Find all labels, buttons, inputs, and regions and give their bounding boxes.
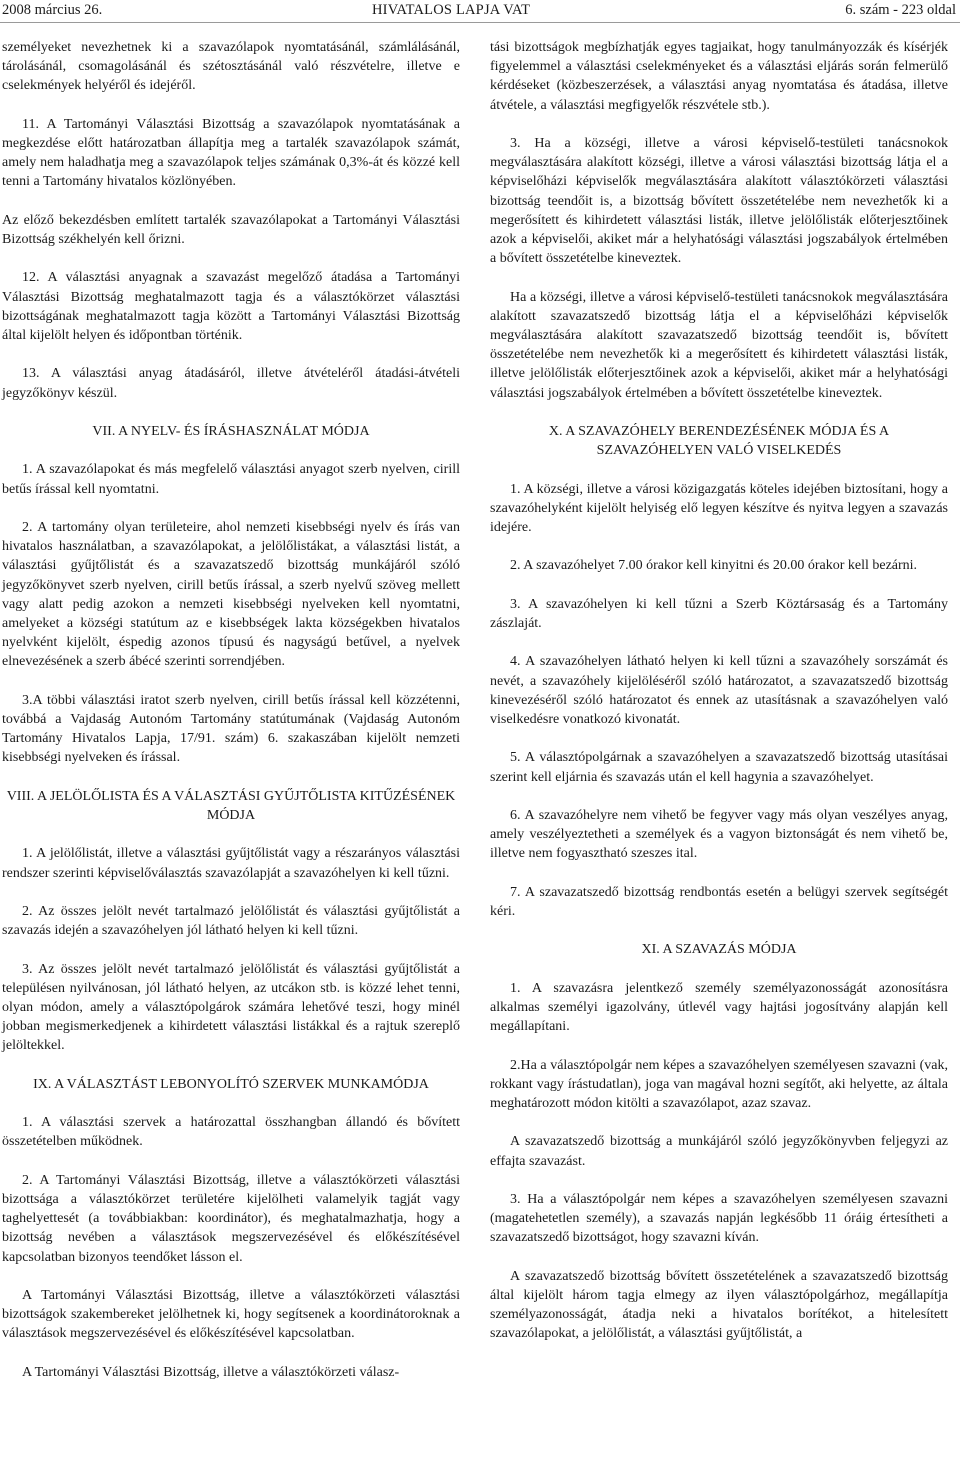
paragraph: 2. A tartomány olyan területeire, ahol nemzeti kisebbségi nyelv és írás van hivatalos használatban, a szavazólapokat, a jelölőlistákat, a választási listát, a választási gyűjtőlistát és a szavazatszedő bizottság munkájáról szóló jegyzőkönyvet szerb nyelven, cirill betűs írással, a szerb nyelvű szöveg mellett vagy alatt pedig azokon a nemzeti kisebbségi nyelveken kell nyomtatni, amelyeket a községi statútum az e kisebbségek lakta községekben hivatalos nyelvként kijelölt, éspedig azonos típusú és nagyságú betűvel, a nyelvek elnevezésének a szerb ábécé szerinti sorrendjében. [2,519,460,670]
paragraph: 1. A választási szervek a határozattal összhangban állandó és bővített összetételben működnek. [2,1115,460,1150]
section-heading: IX. A VÁLASZTÁST LEBONYOLÍTÓ SZERVEK MUNKAMÓDJA [33,1076,429,1092]
paragraph: 1. A szavazólapokat és más megfelelő választási anyagot szerb nyelven, cirill betűs írással kell nyomtatni. [2,462,460,497]
paragraph: 3. Ha a községi, illetve a városi képviselő-testületi tanácsnokok megválasztására alakított községi, illetve a városi választási bizottság látja el a képviselőházi képviselők megválasztására alakított választókörzeti választási bizottság teendőit is, a bizottság bővített összetételébe nem nevezhetők ki a megerősített és kihirdetett választási listák, illetve jelölőlisták előterjesztőinek azok a képviselői, akiket már a helyhatósági választási jogszabályok értelmében a bővített összetételbe kineveztek. [490,136,948,267]
paragraph: 3. A szavazóhelyen ki kell tűzni a Szerb Köztársaság és a Tartomány zászlaját. [490,596,948,631]
paragraph: A szavazatszedő bizottság a munkájáról szóló jegyzőkönyvben feljegyzi az effajta szavazást. [490,1134,948,1169]
paragraph: 5. A választópolgárnak a szavazóhelyen a szavazatszedő bizottság utasításai szerint kell eljárnia és szavazás után el kell hagynia a szavazóhelyet. [490,750,948,785]
paragraph: A Tartományi Választási Bizottság, illetve a választókörzeti válasz- [22,1364,400,1380]
paragraph: 2. A Tartományi Választási Bizottság, illetve a választókörzeti választási bizottsága a választókörzet területére kijelölheti valamelyik tagját vagy taghelyettesét (a továbbiakban: koordinátor), és meghatalmazhatja, hogy a bizottság nevében a választások megszervezésével és előkészítésével kapcsolatban bizonyos teendőket lásson el. [2,1172,460,1265]
section-heading: XI. A SZAVAZÁS MÓDJA [641,942,797,958]
header-publication-title: HIVATALOS LAPJA VAT [372,2,531,18]
paragraph: tási bizottságok megbízhatják egyes tagjaikat, hogy tanulmányozzák és kísérjék figyelemmel a választási cselekményeket és a választási eljárás során felmerülő kérdéseket (közbeszerzések, a választási anyag nyomtatása és átadása, illetve átvétele, a választási megfigyelők részvétele stb.). [490,40,948,113]
paragraph: személyeket nevezhetnek ki a szavazólapok nyomtatásánál, számlálásánál, tárolásánál, csomagolásánál és szétosztásánál való részvételre, illetve e cselekmények helyéről és idejéről. [2,40,460,94]
paragraph: A Tartományi Választási Bizottság, illetve a választókörzeti választási bizottságok szakembereket jelölhetnek ki, hogy segítsenek a koordinátoroknak a választások megszervezésével és előkészítésével kapcsolatban. [2,1287,460,1342]
paragraph: 13. A választási anyag átadásáról, illetve átvételéről átadási-átvételi jegyzőkönyv készül. [2,366,460,401]
section-heading: VIII. A JELÖLŐLISTA ÉS A VÁLASZTÁSI GYŰJTŐLISTA KITŰZÉSÉNEK MÓDJA [6,788,456,823]
paragraph: 3.A többi választási iratot szerb nyelven, cirill betűs írással kell közzétenni, továbbá a Vajdaság Autonóm Tartomány statútumának (Vajdaság Autonóm Tartomány Hivatalos Lapja, 17/91. szám) 6. szakaszában kijelölt nemzeti kisebbségi nyelveken és írással. [2,692,460,766]
page-header [0,0,960,20]
paragraph: 4. A szavazóhelyen látható helyen ki kell tűzni a szavazóhely sorszámát és nevét, a szavazóhely kijelöléséről szóló határozatot, a szavazatszedő bizottság kinevezéséről szóló határozatot és ennek az utasításnak a szavazóhelyen való viselkedésre vonatkozó kivonatát. [490,654,948,727]
header-rule [0,22,960,23]
paragraph: 2. A szavazóhelyet 7.00 órakor kell kinyitni és 20.00 órakor kell bezárni. [510,558,918,574]
header-page-number: 6. szám - 223 oldal [845,2,956,18]
paragraph: 7. A szavazatszedő bizottság rendbontás esetén a belügyi szervek segítségét kéri. [490,884,948,919]
paragraph: A szavazatszedő bizottság bővített összetételének a szavazatszedő bizottság által kijelölt három tagja elmegy az ilyen választópolgárhoz, megállapítja személyazonosságát, átadja neki a hivatalos borítékot, a hitelesített szavazólapokat, a jelölőlistát, a választási gyűjtőlistát, a [490,1268,948,1342]
right-column [490,38,948,1363]
paragraph: 1. A szavazásra jelentkező személy személyazonosságát azonosításra alkalmas személyi igazolvány, útlevél vagy hajtási jogosítvány alapján kell megállapítani. [490,980,948,1035]
paragraph: 2. Az összes jelölt nevét tartalmazó jelölőlistát és választási gyűjtőlistát a szavazás idején a szavazóhelyen jól látható helyen ki kell tűzni. [2,903,460,939]
paragraph: Az előző bekezdésben említett tartalék szavazólapokat a Tartományi Választási Bizottság székhelyén kell őrizni. [2,212,460,247]
paragraph: 2.Ha a választópolgár nem képes a szavazóhelyen személyesen szavazni (vak, rokkant vagy írástudatlan), joga van magával hozni segítőt, aki helyette, az általa meghatározott módon kitölti a szavazólapot, azaz szavaz. [490,1057,948,1111]
header-date: 2008 március 26. [2,2,103,18]
paragraph: 3. Az összes jelölt nevét tartalmazó jelölőlistát és választási gyűjtőlistát a településen nyilvánosan, jól látható helyen, az utcákon stb. is közzé lehet tenni, olyan módon, amely a választópolgárok számára lehetővé teszi, hogy minél jobban megismerkedjenek a kihirdetett választási listákkal és a rajtuk szereplő jelöltekkel. [2,961,460,1054]
paragraph: 1. A jelölőlistát, illetve a választási gyűjtőlistát vagy a részarányos választási rendszer szerinti képviselőválasztás szavazólapját a szavazóhelyen ki kell tűzni. [2,846,460,881]
paragraph: 1. A községi, illetve a városi közigazgatás köteles idejében biztosítani, hogy a szavazóhelyként kijelölt helyiség elő legyen készítve és nyitva legyen a szavazás idejére. [490,481,948,536]
section-heading: VII. A NYELV- ÉS ÍRÁSHASZNÁLAT MÓDJA [92,423,370,439]
paragraph: Ha a községi, illetve a városi képviselő-testületi tanácsnokok megválasztására alakított szavazatszedő bizottság látja el a képviselőházi képviselők megválasztására alakított szavazatszedő bizottság teendőit is, bővített összetételébe nem nevezhetők ki a megerősített és kihirdetett választási listák, illetve jelölőlisták előterjesztőinek azok a képviselői, akiket már a helyhatósági választási jogszabályok értelmében a bővített összetételbe kineveztek. [490,289,948,401]
paragraph: 11. A Tartományi Választási Bizottság a szavazólapok nyomtatásának a megkezdése előtt határozatban állapítja meg a tartalék szavazólapok számát, amely nem haladhatja meg a szavazólapok teljes számának 0,3%-át és közzé kell tenni a Tartomány hivatalos közlönyében. [2,116,460,190]
left-column [2,38,460,1401]
paragraph: 12. A választási anyagnak a szavazást megelőző átadása a Tartományi Választási Bizottság meghatalmazott tagja és a választókörzet választási bizottságának meghatalmazott tagja között a Tartományi Választási Bizottság által kijelölt helyen és időpontban történik. [2,270,460,343]
paragraph: 6. A szavazóhelyre nem vihető be fegyver vagy más olyan veszélyes anyag, amely veszélyeztetheti a személyek és a vagyon biztonságát és nem vihető be, illetve nem fogyasztható szeszes ital. [490,807,948,862]
section-heading: X. A SZAVAZÓHELY BERENDEZÉSÉNEK MÓDJA ÉS A SZAVAZÓHELYEN VALÓ VISELKEDÉS [548,424,890,459]
paragraph: 3. Ha a választópolgár nem képes a szavazóhelyen személyesen szavazni (magatehetetlen személy), a szavazás napján legkésőbb 11 óráig értesítheti a szavazatszedő bizottságot, hogy szavazni kíván. [490,1191,948,1246]
